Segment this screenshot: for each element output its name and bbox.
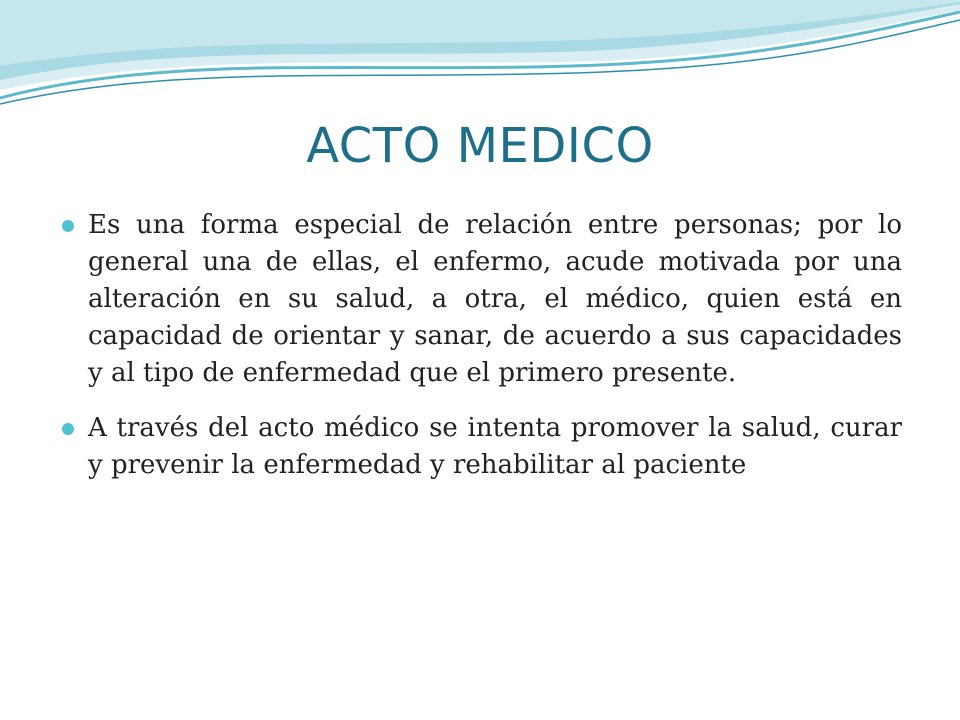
bullet-item	[60, 410, 902, 484]
slide-title: ACTO MEDICO	[306, 118, 654, 174]
bullet-list	[60, 207, 902, 502]
bullet-icon	[62, 220, 74, 232]
bullet-icon	[62, 423, 74, 435]
decorative-wave-header	[0, 0, 960, 110]
bullet-item	[60, 207, 902, 392]
bullet-text: Es una forma especial de relación entre personas; por lo general una de ellas, el enfermo, acude motivada por una alteración en su salud, a otra, el médico, quien está en capacidad de orientar y sanar, de acuerdo a sus capacidades y al tipo de enfermedad que el primero presente.	[88, 210, 902, 388]
bullet-text: A través del acto médico se intenta promover la salud, curar y prevenir la enfermedad y rehabilitar al paciente	[88, 413, 902, 480]
